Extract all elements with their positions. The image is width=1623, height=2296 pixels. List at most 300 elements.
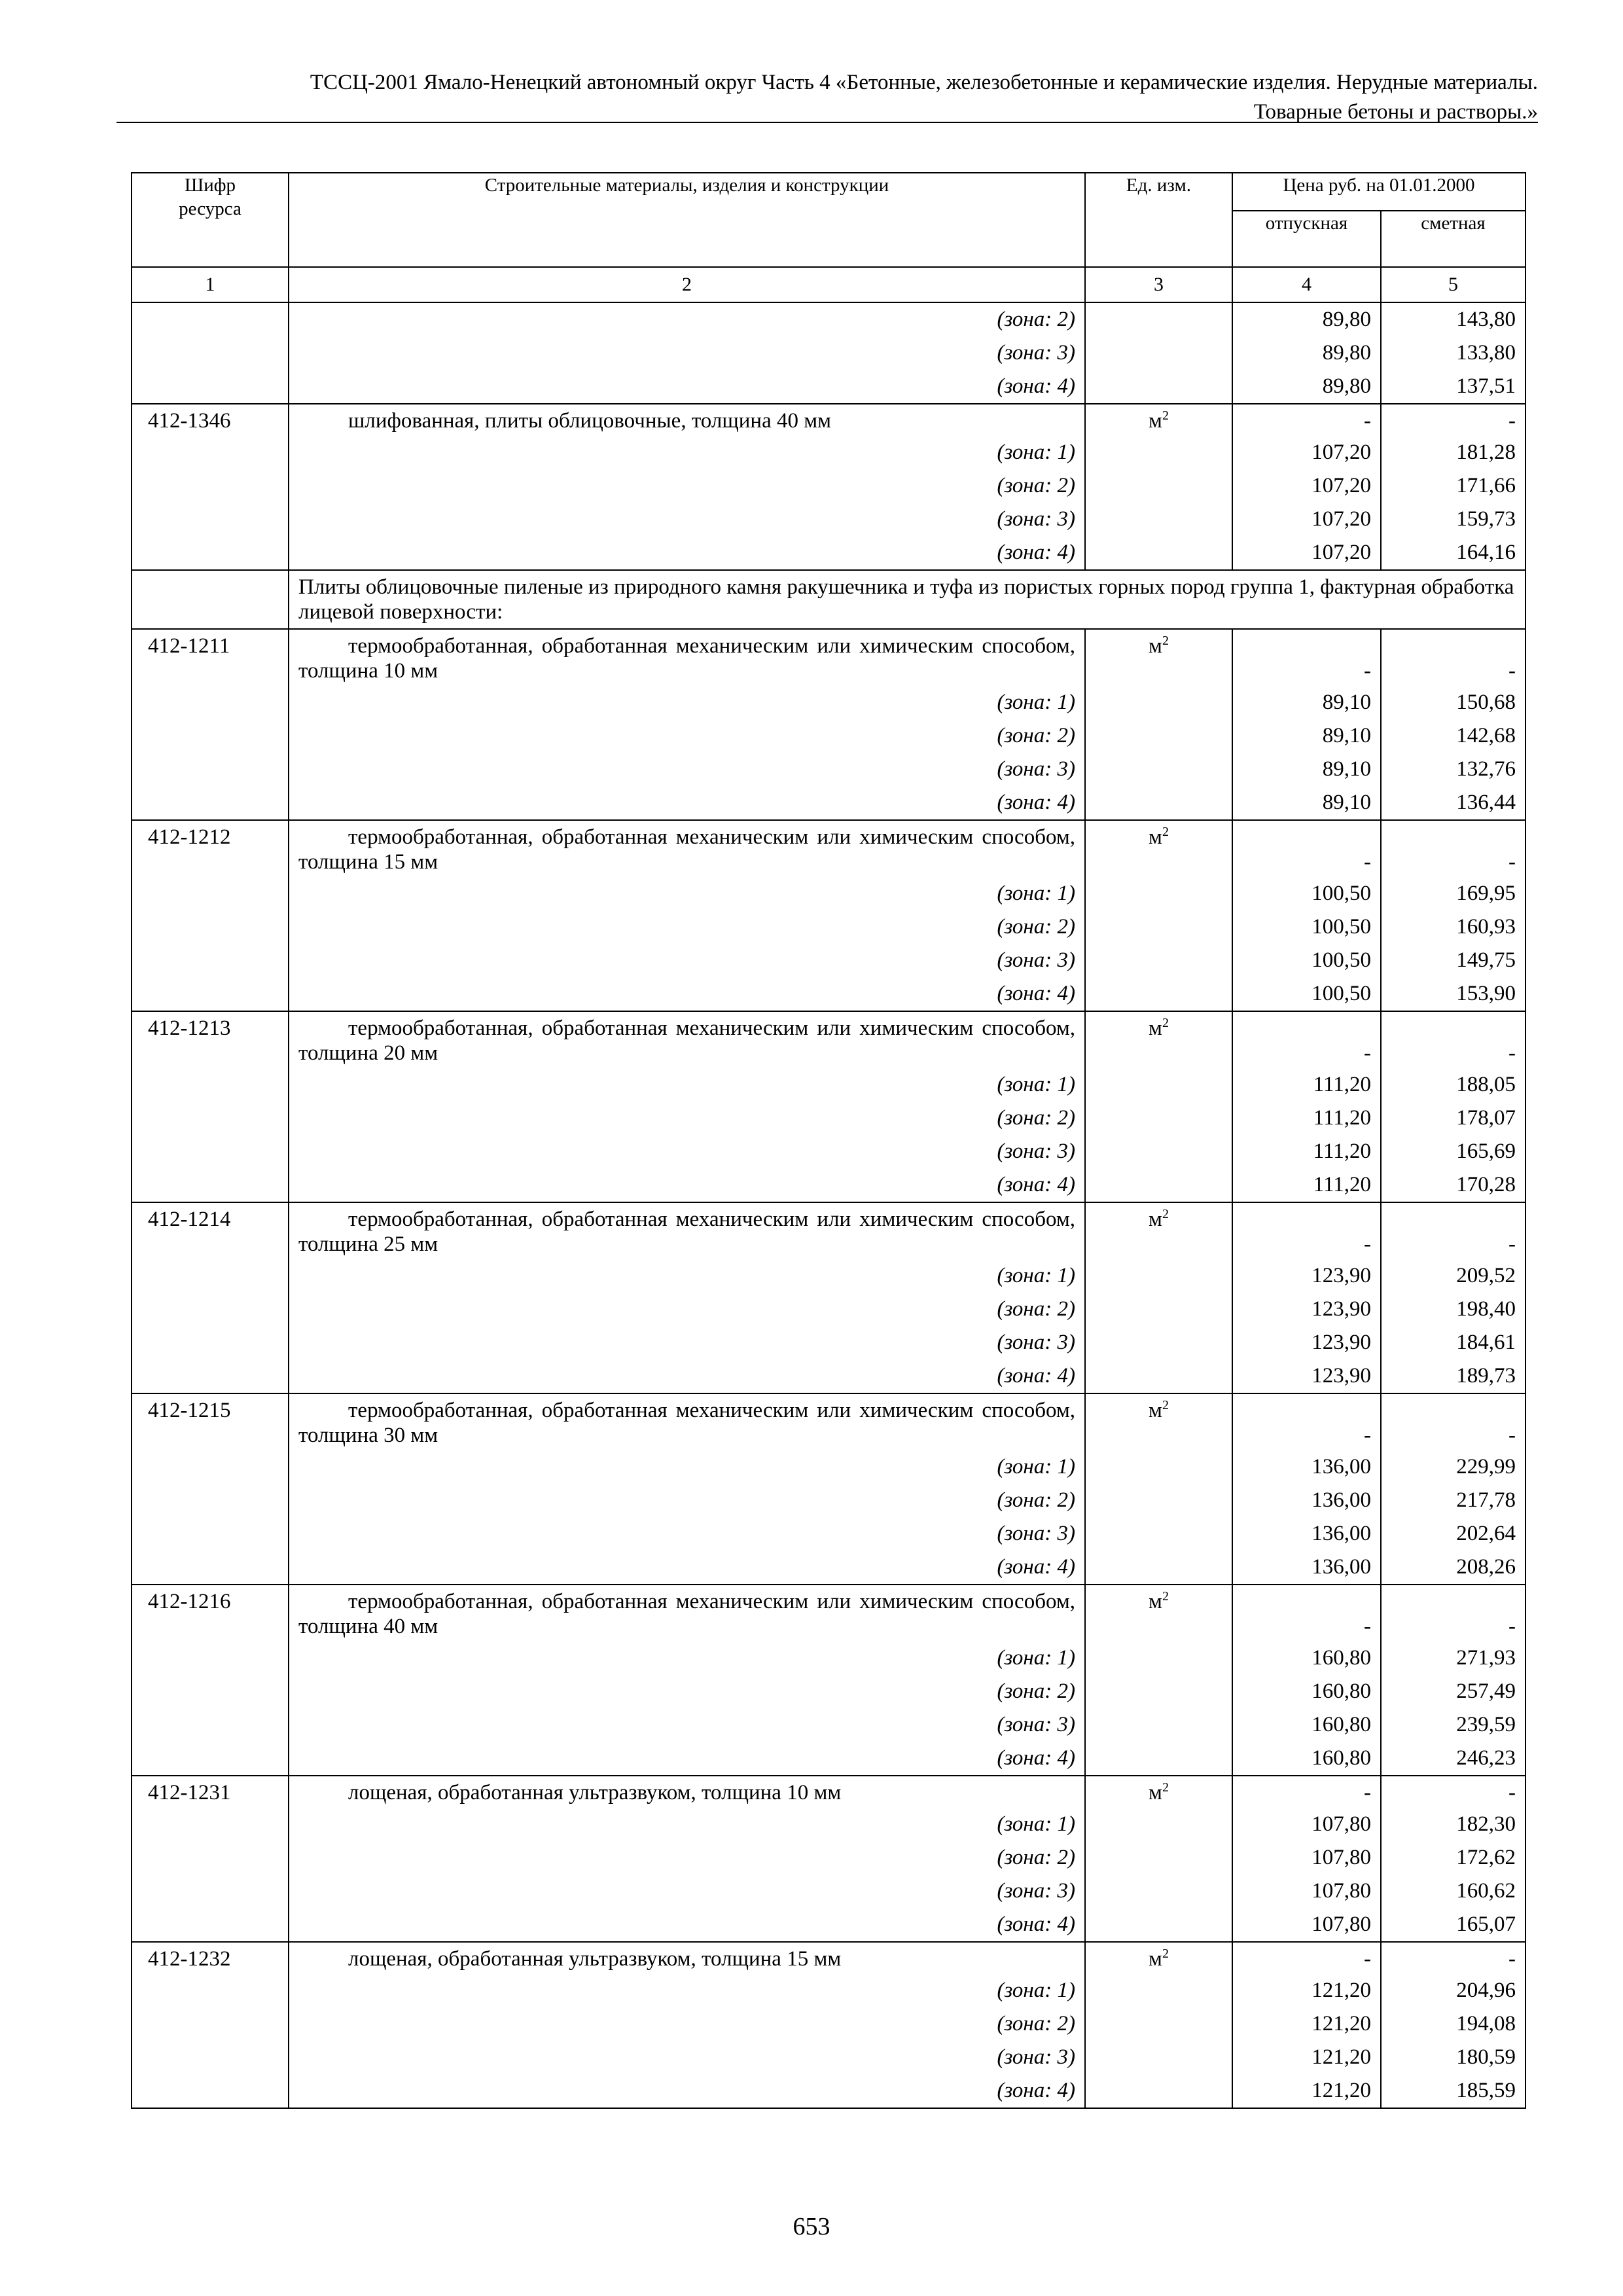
- zone-unit: [1085, 302, 1232, 336]
- zone-price-release: 89,10: [1232, 719, 1381, 753]
- unit-label: м: [1149, 1399, 1162, 1422]
- zone-price-release: 89,10: [1232, 786, 1381, 820]
- zone-row: [132, 1742, 1525, 1776]
- zone-price-release: 160,80: [1232, 1675, 1381, 1708]
- zone-label: (зона: 2): [289, 1102, 1085, 1135]
- resource-group: [132, 404, 1525, 570]
- zone-price-estimate: 204,96: [1381, 1974, 1525, 2007]
- resource-group: [132, 629, 1525, 820]
- zone-row: [132, 686, 1525, 719]
- price-estimate: -: [1381, 1942, 1525, 1974]
- zone-unit: [1085, 753, 1232, 786]
- zone-price-estimate: 150,68: [1381, 686, 1525, 719]
- zone-price-estimate: 198,40: [1381, 1293, 1525, 1326]
- zone-price-estimate: 229,99: [1381, 1450, 1525, 1484]
- zone-unit: [1085, 2074, 1232, 2108]
- zone-price-release: 121,20: [1232, 2007, 1381, 2041]
- resource-name: шлифованная, плиты облицовочные, толщина 40 мм: [289, 404, 1085, 436]
- zone-row: [132, 1551, 1525, 1585]
- zone-label: (зона: 4): [289, 1359, 1085, 1393]
- zone-label: (зона: 1): [289, 1450, 1085, 1484]
- unit-label: м: [1149, 1208, 1162, 1231]
- price-estimate: -: [1381, 404, 1525, 436]
- zone-label: (зона: 1): [289, 1641, 1085, 1675]
- zone-price-estimate: 217,78: [1381, 1484, 1525, 1517]
- zone-row: [132, 1135, 1525, 1168]
- column-header-name: Строительные материалы, изделия и конструкции: [289, 173, 1085, 267]
- zone-row: [132, 1450, 1525, 1484]
- table-head: [132, 173, 1525, 302]
- zone-price-release: 107,80: [1232, 1908, 1381, 1942]
- zone-price-estimate: 194,08: [1381, 2007, 1525, 2041]
- zone-label: (зона: 4): [289, 536, 1085, 570]
- resource-code: 412-1213: [132, 1011, 289, 1202]
- zone-label: (зона: 2): [289, 2007, 1085, 2041]
- zone-price-estimate: 208,26: [1381, 1551, 1525, 1585]
- section-row: [132, 570, 1525, 629]
- unit-cell: [1085, 404, 1232, 436]
- zone-price-release: 111,20: [1232, 1068, 1381, 1102]
- price-release: -: [1232, 404, 1381, 436]
- zone-price-release: 136,00: [1232, 1450, 1381, 1484]
- zone-row: [132, 1326, 1525, 1359]
- zone-unit: [1085, 977, 1232, 1011]
- resource-code: [132, 302, 289, 404]
- section-heading: Плиты облицовочные пиленые из природного камня ракушечника и туфа из пористых горных пород группа 1, фактурная обработка лицевой поверхности:: [289, 570, 1525, 629]
- zone-row: [132, 1259, 1525, 1293]
- zone-row: [132, 1675, 1525, 1708]
- unit-exponent: 2: [1162, 825, 1169, 839]
- zone-label: (зона: 3): [289, 2041, 1085, 2074]
- resource-group: [132, 1011, 1525, 1202]
- zone-price-release: 123,90: [1232, 1326, 1381, 1359]
- resource-name: термообработанная, обработанная механическим или химическим способом, толщина 10 мм: [289, 629, 1085, 686]
- unit-label: м: [1149, 634, 1162, 658]
- resource-name: термообработанная, обработанная механическим или химическим способом, толщина 15 мм: [289, 820, 1085, 877]
- zone-row: [132, 336, 1525, 370]
- zone-unit: [1085, 1742, 1232, 1776]
- zone-row: [132, 1484, 1525, 1517]
- zone-price-estimate: 143,80: [1381, 302, 1525, 336]
- zone-price-estimate: 257,49: [1381, 1675, 1525, 1708]
- column-header-unit: Ед. изм.: [1085, 173, 1232, 267]
- column-number: 5: [1381, 267, 1525, 302]
- unit-cell: [1085, 629, 1232, 686]
- resource-group: [132, 302, 1525, 404]
- zone-label: (зона: 2): [289, 1841, 1085, 1874]
- zone-price-estimate: 160,93: [1381, 910, 1525, 944]
- price-release: -: [1232, 1202, 1381, 1259]
- table-row: [132, 1585, 1525, 1641]
- zone-unit: [1085, 1326, 1232, 1359]
- zone-price-estimate: 209,52: [1381, 1259, 1525, 1293]
- zone-row: [132, 1808, 1525, 1841]
- zone-price-release: 121,20: [1232, 2041, 1381, 2074]
- unit-cell: [1085, 1393, 1232, 1450]
- zone-unit: [1085, 786, 1232, 820]
- zone-row: [132, 370, 1525, 404]
- zone-unit: [1085, 1450, 1232, 1484]
- zone-price-estimate: 160,62: [1381, 1874, 1525, 1908]
- resource-name: лощеная, обработанная ультразвуком, толщина 15 мм: [289, 1942, 1085, 1974]
- zone-unit: [1085, 2041, 1232, 2074]
- zone-price-release: 107,80: [1232, 1874, 1381, 1908]
- header-line-1: ТССЦ-2001 Ямало-Ненецкий автономный округ Часть 4 «Бетонные, железобетонные и керамические изделия. Нерудные материалы.: [310, 71, 1538, 94]
- zone-unit: [1085, 1102, 1232, 1135]
- zone-row: [132, 1974, 1525, 2007]
- unit-label: м: [1149, 825, 1162, 849]
- zone-price-estimate: 182,30: [1381, 1808, 1525, 1841]
- column-header-price-release: отпускная: [1232, 211, 1381, 267]
- zone-unit: [1085, 1974, 1232, 2007]
- resource-code: 412-1232: [132, 1942, 289, 2108]
- zone-row: [132, 436, 1525, 469]
- zone-price-release: 111,20: [1232, 1135, 1381, 1168]
- zone-row: [132, 1874, 1525, 1908]
- zone-price-release: 89,10: [1232, 753, 1381, 786]
- zone-unit: [1085, 1708, 1232, 1742]
- column-number: 3: [1085, 267, 1232, 302]
- zone-label: (зона: 4): [289, 370, 1085, 404]
- zone-price-estimate: 149,75: [1381, 944, 1525, 977]
- zone-unit: [1085, 1641, 1232, 1675]
- zone-label: (зона: 2): [289, 1484, 1085, 1517]
- price-table: [131, 172, 1526, 2109]
- page-header: [116, 68, 1538, 127]
- zone-unit: [1085, 1135, 1232, 1168]
- zone-price-release: 100,50: [1232, 910, 1381, 944]
- zone-price-estimate: 271,93: [1381, 1641, 1525, 1675]
- zone-price-estimate: 189,73: [1381, 1359, 1525, 1393]
- zone-row: [132, 1359, 1525, 1393]
- price-estimate: -: [1381, 1393, 1525, 1450]
- zone-unit: [1085, 1293, 1232, 1326]
- unit-cell: [1085, 1585, 1232, 1641]
- zone-row: [132, 1841, 1525, 1874]
- page-number: 653: [793, 2213, 830, 2240]
- zone-label: (зона: 3): [289, 1874, 1085, 1908]
- resource-group: [132, 1393, 1525, 1585]
- zone-price-release: 100,50: [1232, 977, 1381, 1011]
- unit-exponent: 2: [1162, 1016, 1169, 1030]
- zone-row: [132, 1068, 1525, 1102]
- zone-row: [132, 536, 1525, 570]
- zone-price-release: 123,90: [1232, 1293, 1381, 1326]
- zone-row: [132, 1293, 1525, 1326]
- zone-label: (зона: 1): [289, 1259, 1085, 1293]
- zone-label: (зона: 4): [289, 2074, 1085, 2108]
- price-release: -: [1232, 1585, 1381, 1641]
- zone-unit: [1085, 1841, 1232, 1874]
- section-group: [132, 570, 1525, 629]
- price-release: -: [1232, 1393, 1381, 1450]
- zone-label: (зона: 2): [289, 1675, 1085, 1708]
- unit-exponent: 2: [1162, 1398, 1169, 1412]
- zone-row: [132, 944, 1525, 977]
- zone-unit: [1085, 1874, 1232, 1908]
- zone-price-release: 136,00: [1232, 1517, 1381, 1551]
- table-row: [132, 820, 1525, 877]
- zone-price-release: 107,80: [1232, 1808, 1381, 1841]
- zone-unit: [1085, 877, 1232, 910]
- column-header-price-estimate: сметная: [1381, 211, 1525, 267]
- zone-label: (зона: 3): [289, 336, 1085, 370]
- unit-cell: [1085, 1942, 1232, 1974]
- zone-price-estimate: 246,23: [1381, 1742, 1525, 1776]
- zone-label: (зона: 1): [289, 436, 1085, 469]
- zone-price-estimate: 164,16: [1381, 536, 1525, 570]
- unit-exponent: 2: [1162, 408, 1169, 423]
- zone-price-release: 160,80: [1232, 1641, 1381, 1675]
- zone-row: [132, 1908, 1525, 1942]
- zone-label: (зона: 4): [289, 786, 1085, 820]
- zone-row: [132, 1102, 1525, 1135]
- zone-row: [132, 719, 1525, 753]
- header-rule: [116, 122, 1538, 123]
- unit-exponent: 2: [1162, 1946, 1169, 1961]
- zone-row: [132, 469, 1525, 503]
- zone-label: (зона: 3): [289, 1708, 1085, 1742]
- zone-unit: [1085, 1068, 1232, 1102]
- zone-row: [132, 2007, 1525, 2041]
- zone-price-release: 107,20: [1232, 469, 1381, 503]
- header-line-2: Товарные бетоны и растворы.»: [1253, 100, 1538, 124]
- zone-price-release: 160,80: [1232, 1742, 1381, 1776]
- zone-price-estimate: 202,64: [1381, 1517, 1525, 1551]
- price-release: -: [1232, 1942, 1381, 1974]
- table-row: [132, 629, 1525, 686]
- zone-price-release: 107,20: [1232, 536, 1381, 570]
- resource-code: 412-1212: [132, 820, 289, 1011]
- resource-name: термообработанная, обработанная механическим или химическим способом, толщина 20 мм: [289, 1011, 1085, 1068]
- zone-unit: [1085, 1517, 1232, 1551]
- unit-cell: [1085, 1776, 1232, 1808]
- zone-unit: [1085, 469, 1232, 503]
- zone-price-release: 111,20: [1232, 1168, 1381, 1202]
- column-number: 2: [289, 267, 1085, 302]
- zone-price-estimate: 172,62: [1381, 1841, 1525, 1874]
- resource-group: [132, 820, 1525, 1011]
- table-row: [132, 1942, 1525, 1974]
- unit-cell: [1085, 820, 1232, 877]
- zone-price-release: 121,20: [1232, 2074, 1381, 2108]
- price-estimate: -: [1381, 1776, 1525, 1808]
- zone-label: (зона: 4): [289, 1742, 1085, 1776]
- zone-row: [132, 503, 1525, 536]
- unit-exponent: 2: [1162, 1589, 1169, 1604]
- price-estimate: -: [1381, 1585, 1525, 1641]
- zone-unit: [1085, 436, 1232, 469]
- zone-price-release: 100,50: [1232, 944, 1381, 977]
- resource-code: 412-1214: [132, 1202, 289, 1393]
- zone-unit: [1085, 1168, 1232, 1202]
- zone-price-estimate: 165,69: [1381, 1135, 1525, 1168]
- zone-unit: [1085, 944, 1232, 977]
- unit-label: м: [1149, 1590, 1162, 1613]
- zone-row: [132, 2074, 1525, 2108]
- resource-code: 412-1231: [132, 1776, 289, 1942]
- zone-price-release: 160,80: [1232, 1708, 1381, 1742]
- zone-label: (зона: 3): [289, 1517, 1085, 1551]
- unit-cell: [1085, 1011, 1232, 1068]
- zone-price-release: 100,50: [1232, 877, 1381, 910]
- resource-code: 412-1346: [132, 404, 289, 570]
- zone-price-release: 107,20: [1232, 503, 1381, 536]
- price-estimate: -: [1381, 629, 1525, 686]
- zone-unit: [1085, 370, 1232, 404]
- zone-label: (зона: 1): [289, 877, 1085, 910]
- zone-price-estimate: 169,95: [1381, 877, 1525, 910]
- zone-row: [132, 302, 1525, 336]
- zone-price-estimate: 132,76: [1381, 753, 1525, 786]
- zone-label: (зона: 4): [289, 1908, 1085, 1942]
- price-release: -: [1232, 1011, 1381, 1068]
- zone-row: [132, 877, 1525, 910]
- zone-unit: [1085, 1808, 1232, 1841]
- resource-name: термообработанная, обработанная механическим или химическим способом, толщина 25 мм: [289, 1202, 1085, 1259]
- zone-row: [132, 1641, 1525, 1675]
- zone-price-release: 89,80: [1232, 336, 1381, 370]
- table-row: [132, 1393, 1525, 1450]
- zone-price-estimate: 153,90: [1381, 977, 1525, 1011]
- zone-unit: [1085, 2007, 1232, 2041]
- price-estimate: -: [1381, 1011, 1525, 1068]
- table-row: [132, 1776, 1525, 1808]
- zone-label: (зона: 3): [289, 944, 1085, 977]
- zone-unit: [1085, 1259, 1232, 1293]
- zone-price-release: 136,00: [1232, 1551, 1381, 1585]
- zone-price-estimate: 239,59: [1381, 1708, 1525, 1742]
- resource-name: термообработанная, обработанная механическим или химическим способом, толщина 40 мм: [289, 1585, 1085, 1641]
- zone-price-estimate: 184,61: [1381, 1326, 1525, 1359]
- resource-code: 412-1216: [132, 1585, 289, 1776]
- zone-row: [132, 2041, 1525, 2074]
- resource-group: [132, 1776, 1525, 1942]
- unit-label: м: [1149, 1016, 1162, 1040]
- zone-label: (зона: 3): [289, 503, 1085, 536]
- zone-price-estimate: 178,07: [1381, 1102, 1525, 1135]
- unit-label: м: [1149, 1947, 1162, 1971]
- zone-row: [132, 1708, 1525, 1742]
- zone-price-estimate: 142,68: [1381, 719, 1525, 753]
- zone-price-estimate: 171,66: [1381, 469, 1525, 503]
- zone-label: (зона: 1): [289, 1808, 1085, 1841]
- price-estimate: -: [1381, 820, 1525, 877]
- zone-unit: [1085, 1551, 1232, 1585]
- column-header-price: Цена руб. на 01.01.2000: [1232, 173, 1525, 211]
- zone-label: (зона: 4): [289, 1551, 1085, 1585]
- column-number: 4: [1232, 267, 1381, 302]
- unit-exponent: 2: [1162, 634, 1169, 648]
- resource-group: [132, 1202, 1525, 1393]
- zone-label: (зона: 3): [289, 753, 1085, 786]
- zone-label: (зона: 4): [289, 1168, 1085, 1202]
- zone-label: (зона: 2): [289, 469, 1085, 503]
- zone-price-estimate: 136,44: [1381, 786, 1525, 820]
- zone-price-estimate: 159,73: [1381, 503, 1525, 536]
- zone-price-estimate: 133,80: [1381, 336, 1525, 370]
- resource-group: [132, 1942, 1525, 2108]
- resource-name: термообработанная, обработанная механическим или химическим способом, толщина 30 мм: [289, 1393, 1085, 1450]
- zone-unit: [1085, 536, 1232, 570]
- zone-label: (зона: 1): [289, 1068, 1085, 1102]
- zone-label: (зона: 1): [289, 1974, 1085, 2007]
- zone-label: (зона: 3): [289, 1135, 1085, 1168]
- zone-unit: [1085, 910, 1232, 944]
- price-release: -: [1232, 820, 1381, 877]
- zone-unit: [1085, 719, 1232, 753]
- table-row: [132, 1011, 1525, 1068]
- zone-price-release: 136,00: [1232, 1484, 1381, 1517]
- zone-label: (зона: 2): [289, 302, 1085, 336]
- table-row: [132, 1202, 1525, 1259]
- resource-code: 412-1211: [132, 629, 289, 820]
- section-code: [132, 570, 289, 629]
- zone-price-estimate: 188,05: [1381, 1068, 1525, 1102]
- unit-label: м: [1149, 1781, 1162, 1804]
- unit-exponent: 2: [1162, 1207, 1169, 1221]
- zone-price-release: 89,10: [1232, 686, 1381, 719]
- zone-unit: [1085, 1484, 1232, 1517]
- zone-label: (зона: 1): [289, 686, 1085, 719]
- zone-price-release: 107,80: [1232, 1841, 1381, 1874]
- zone-price-estimate: 165,07: [1381, 1908, 1525, 1942]
- zone-price-release: 107,20: [1232, 436, 1381, 469]
- zone-row: [132, 786, 1525, 820]
- zone-unit: [1085, 503, 1232, 536]
- zone-price-estimate: 181,28: [1381, 436, 1525, 469]
- unit-cell: [1085, 1202, 1232, 1259]
- zone-label: (зона: 2): [289, 1293, 1085, 1326]
- zone-unit: [1085, 336, 1232, 370]
- resource-code: 412-1215: [132, 1393, 289, 1585]
- zone-row: [132, 1517, 1525, 1551]
- zone-price-release: 89,80: [1232, 302, 1381, 336]
- zone-price-estimate: 185,59: [1381, 2074, 1525, 2108]
- zone-price-release: 121,20: [1232, 1974, 1381, 2007]
- column-number: 1: [132, 267, 289, 302]
- zone-row: [132, 910, 1525, 944]
- zone-price-release: 123,90: [1232, 1359, 1381, 1393]
- column-header-code: Шифр ресурса: [132, 173, 289, 267]
- unit-exponent: 2: [1162, 1780, 1169, 1795]
- resource-group: [132, 1585, 1525, 1776]
- zone-label: (зона: 3): [289, 1326, 1085, 1359]
- zone-price-estimate: 137,51: [1381, 370, 1525, 404]
- unit-label: м: [1149, 409, 1162, 433]
- table-row: [132, 404, 1525, 436]
- zone-unit: [1085, 686, 1232, 719]
- zone-label: (зона: 2): [289, 910, 1085, 944]
- zone-price-release: 123,90: [1232, 1259, 1381, 1293]
- zone-price-estimate: 170,28: [1381, 1168, 1525, 1202]
- price-estimate: -: [1381, 1202, 1525, 1259]
- price-release: -: [1232, 629, 1381, 686]
- zone-price-release: 111,20: [1232, 1102, 1381, 1135]
- zone-price-estimate: 180,59: [1381, 2041, 1525, 2074]
- zone-unit: [1085, 1359, 1232, 1393]
- zone-row: [132, 1168, 1525, 1202]
- zone-row: [132, 977, 1525, 1011]
- zone-price-release: 89,80: [1232, 370, 1381, 404]
- zone-unit: [1085, 1675, 1232, 1708]
- price-release: -: [1232, 1776, 1381, 1808]
- resource-name: лощеная, обработанная ультразвуком, толщина 10 мм: [289, 1776, 1085, 1808]
- zone-label: (зона: 4): [289, 977, 1085, 1011]
- zone-row: [132, 753, 1525, 786]
- zone-label: (зона: 2): [289, 719, 1085, 753]
- zone-unit: [1085, 1908, 1232, 1942]
